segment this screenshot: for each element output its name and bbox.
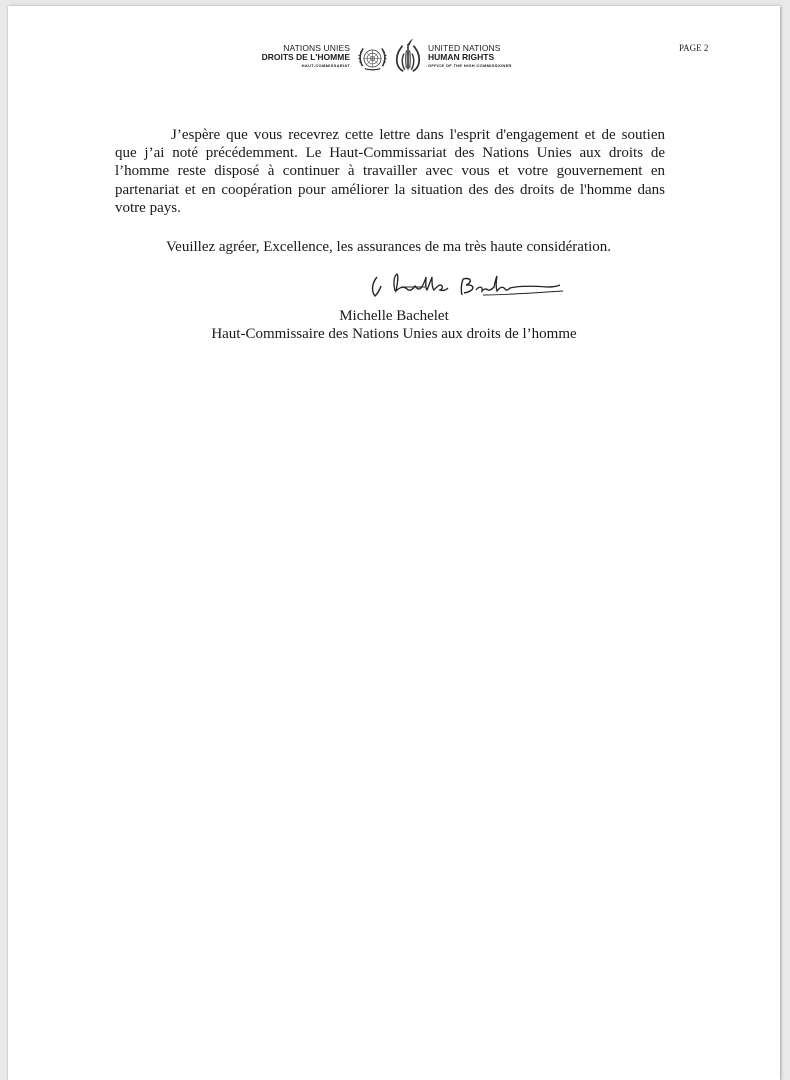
- signatory-name: Michelle Bachelet: [339, 308, 449, 324]
- human-rights-hand-bird-icon: [392, 37, 424, 75]
- letterhead: [8, 36, 780, 86]
- un-emblem-icon: [357, 43, 388, 74]
- letterhead-french-line3: HAUT-COMMISSARIAT: [301, 62, 350, 68]
- letterhead-english-line1: UNITED NATIONS: [428, 43, 501, 53]
- letterhead-english: [428, 44, 512, 68]
- closing-formula: Veuillez agréer, Excellence, les assurances de ma très haute considération.: [166, 239, 612, 255]
- letter-page: [8, 6, 780, 1080]
- letter-body: [115, 126, 665, 217]
- body-paragraph: J’espère que vous recevrez cette lettre dans l'esprit d'engagement et de soutien que j’ai noté précédemment. Le Haut-Commissariat des Nations Unies aux droits de l’homme reste disposé à continuer à travailler avec vous et votre gouvernement en partenariat et en coopération pour améliorer la situation des des droits de l'homme dans votre pays.: [115, 127, 665, 216]
- page-number: PAGE 2: [679, 43, 709, 53]
- letterhead-french: [262, 44, 350, 68]
- handwritten-signature: [363, 269, 568, 303]
- letterhead-english-line3: OFFICE OF THE HIGH COMMISSIONER: [428, 62, 512, 68]
- letterhead-french-line2: DROITS DE L'HOMME: [261, 51, 350, 62]
- signatory-title: Haut-Commissaire des Nations Unies aux droits de l’homme: [211, 326, 577, 342]
- letterhead-english-line2: HUMAN RIGHTS: [428, 51, 495, 62]
- letterhead-french-line1: NATIONS UNIES: [283, 43, 350, 53]
